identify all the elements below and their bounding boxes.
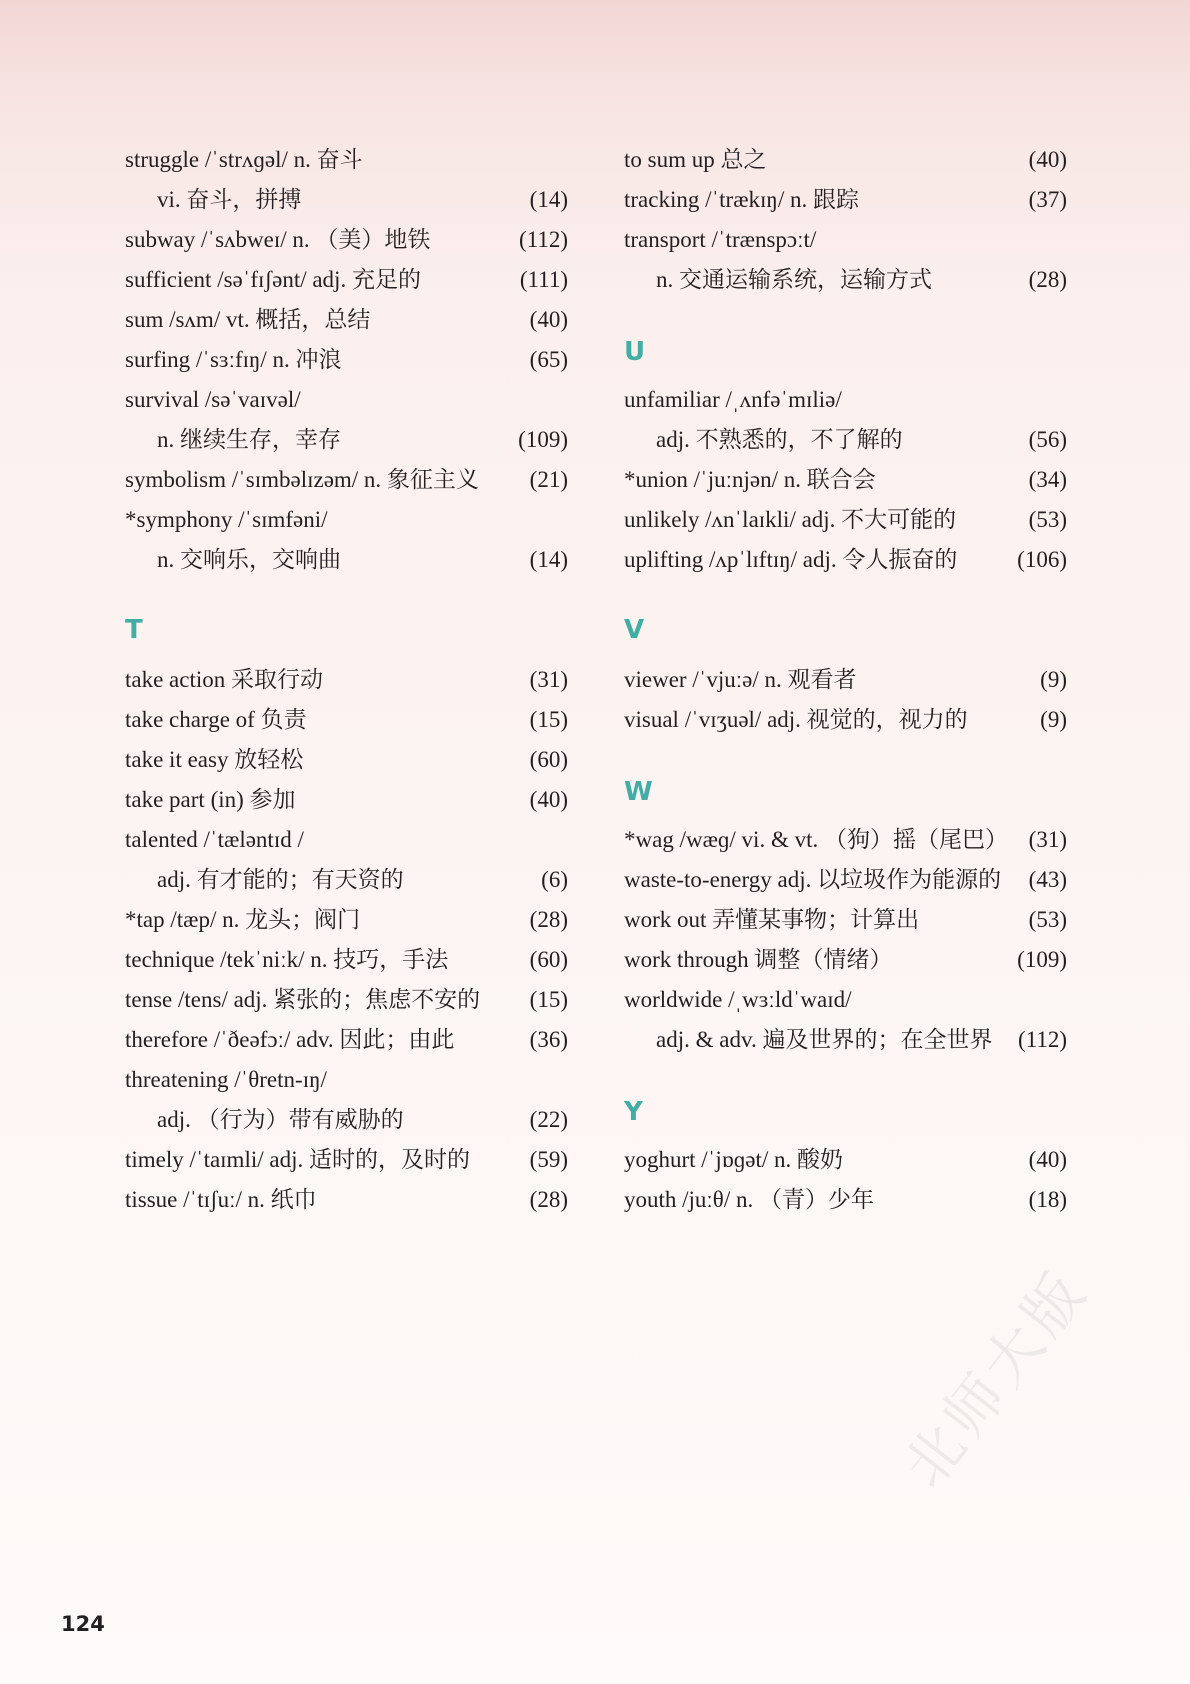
entry-text: timely /ˈtaɪmli/ adj. 适时的，及时的 (125, 1147, 470, 1172)
entry-text: sufficient /səˈfɪʃənt/ adj. 充足的 (125, 267, 421, 292)
glossary-entry (125, 420, 568, 460)
glossary-entry (125, 140, 568, 180)
glossary-entry (125, 180, 568, 220)
entry-text: adj. & adv. 遍及世界的；在全世界 (656, 1027, 993, 1052)
entry-text: n. 交响乐，交响曲 (157, 547, 341, 572)
entry-page: (31) (1028, 827, 1067, 852)
entry-page: (53) (1028, 907, 1067, 932)
entry-text: visual /ˈvɪʒuəl/ adj. 视觉的，视力的 (624, 707, 968, 732)
entry-page: (31) (529, 667, 568, 692)
entry-text: struggle /ˈstrʌɡəl/ n. 奋斗 (125, 147, 363, 172)
entry-text: transport /ˈtrænspɔːt/ (624, 227, 817, 252)
entry-page: (37) (1028, 187, 1067, 212)
section-heading-y: Y (624, 1097, 643, 1127)
glossary-entry (624, 260, 1067, 300)
entry-page: (28) (529, 907, 568, 932)
glossary-entry (624, 1140, 1067, 1180)
glossary-entry (624, 220, 1067, 260)
glossary-entry (125, 980, 568, 1020)
entry-page: (15) (529, 707, 568, 732)
entry-text: viewer /ˈvjuːə/ n. 观看者 (624, 667, 857, 692)
entry-page: (36) (529, 1027, 568, 1052)
entry-text: n. 交通运输系统，运输方式 (656, 267, 932, 292)
entry-text: adj. 有才能的；有天资的 (157, 867, 404, 892)
glossary-entry (125, 1180, 568, 1220)
entry-text: sum /sʌm/ vt. 概括，总结 (125, 307, 371, 332)
entry-page: (21) (529, 467, 568, 492)
glossary-entry (624, 1020, 1067, 1060)
entry-page: (40) (1028, 1147, 1067, 1172)
entry-page: (15) (529, 987, 568, 1012)
entry-text: symbolism /ˈsɪmbəlɪzəm/ n. 象征主义 (125, 467, 479, 492)
glossary-entry (624, 860, 1067, 900)
entry-page: (22) (529, 1107, 568, 1132)
glossary-entry (125, 1020, 568, 1060)
glossary-entry (624, 820, 1067, 860)
glossary-entry (125, 900, 568, 940)
entry-text: tracking /ˈtrækɪŋ/ n. 跟踪 (624, 187, 859, 212)
entry-page: (14) (529, 187, 568, 212)
glossary-entry (125, 460, 568, 500)
entry-text: adj. 不熟悉的，不了解的 (656, 427, 903, 452)
entry-page: (40) (529, 307, 568, 332)
glossary-entry (125, 540, 568, 580)
glossary-entry (125, 1100, 568, 1140)
entry-text: vi. 奋斗，拼搏 (157, 187, 302, 212)
glossary-entry (624, 900, 1067, 940)
glossary-entry (624, 940, 1067, 980)
glossary-entry (624, 460, 1067, 500)
entry-page: (111) (519, 267, 568, 292)
entry-page: (65) (529, 347, 568, 372)
entry-page: (9) (1040, 707, 1067, 732)
entry-text: n. 继续生存，幸存 (157, 427, 341, 452)
glossary-entry (624, 500, 1067, 540)
watermark: 北师大版 (890, 1256, 1102, 1500)
glossary-entry (125, 860, 568, 900)
glossary-entry (624, 980, 1067, 1020)
entry-text: *wag /wæɡ/ vi. & vt. （狗）摇（尾巴） (624, 827, 1008, 852)
entry-page: (40) (1028, 147, 1067, 172)
glossary-entry (125, 660, 568, 700)
section-heading-w: W (624, 777, 653, 807)
section-heading-t: T (125, 615, 143, 645)
entry-text: youth /juːθ/ n. （青）少年 (624, 1187, 874, 1212)
glossary-entry (125, 380, 568, 420)
entry-text: therefore /ˈðeəfɔː/ adv. 因此；由此 (125, 1027, 455, 1052)
entry-text: *symphony /ˈsɪmfəni/ (125, 507, 328, 532)
glossary-entry (125, 940, 568, 980)
glossary-entry (624, 140, 1067, 180)
glossary-entry (125, 1060, 568, 1100)
entry-text: worldwide /ˌwɜːldˈwaɪd/ (624, 987, 852, 1012)
entry-page: (60) (529, 747, 568, 772)
entry-text: unlikely /ʌnˈlaɪkli/ adj. 不大可能的 (624, 507, 957, 532)
glossary-entry (125, 340, 568, 380)
glossary-entry (125, 500, 568, 540)
entry-page: (40) (529, 787, 568, 812)
entry-text: take charge of 负责 (125, 707, 307, 732)
glossary-entry (624, 1180, 1067, 1220)
entry-text: survival /səˈvaɪvəl/ (125, 387, 301, 412)
entry-page: (18) (1028, 1187, 1067, 1212)
entry-page: (56) (1028, 427, 1067, 452)
entry-text: uplifting /ʌpˈlɪftɪŋ/ adj. 令人振奋的 (624, 547, 958, 572)
entry-page: (112) (1018, 1027, 1067, 1052)
entry-page: (53) (1028, 507, 1067, 532)
section-heading-u: U (624, 337, 646, 367)
entry-text: unfamiliar /ˌʌnfəˈmɪliə/ (624, 387, 842, 412)
glossary-entry (624, 180, 1067, 220)
glossary-entry (125, 1140, 568, 1180)
entry-page: (14) (529, 547, 568, 572)
entry-text: subway /ˈsʌbweɪ/ n. （美）地铁 (125, 227, 431, 252)
entry-text: tense /tens/ adj. 紧张的；焦虑不安的 (125, 987, 481, 1012)
glossary-entry (125, 260, 568, 300)
glossary-entry (125, 740, 568, 780)
entry-text: take it easy 放轻松 (125, 747, 304, 772)
entry-page: (6) (541, 867, 568, 892)
page-number: 124 (61, 1612, 105, 1636)
entry-page: (9) (1040, 667, 1067, 692)
glossary-entry (624, 700, 1067, 740)
glossary-entry (125, 220, 568, 260)
entry-text: waste-to-energy adj. 以垃圾作为能源的 (624, 867, 1002, 892)
entry-page: (43) (1028, 867, 1067, 892)
glossary-entry (624, 420, 1067, 460)
entry-text: *tap /tæp/ n. 龙头；阀门 (125, 907, 361, 932)
entry-page: (28) (529, 1187, 568, 1212)
entry-text: technique /tekˈniːk/ n. 技巧，手法 (125, 947, 449, 972)
entry-text: take action 采取行动 (125, 667, 324, 692)
entry-page: (34) (1028, 467, 1067, 492)
entry-page: (109) (518, 427, 568, 452)
entry-text: talented /ˈtæləntɪd / (125, 827, 304, 852)
glossary-entry (125, 820, 568, 860)
entry-text: to sum up 总之 (624, 147, 767, 172)
entry-text: *union /ˈjuːnjən/ n. 联合会 (624, 467, 876, 492)
entry-text: threatening /ˈθretn-ɪŋ/ (125, 1067, 327, 1092)
glossary-entry (624, 380, 1067, 420)
entry-text: surfing /ˈsɜːfɪŋ/ n. 冲浪 (125, 347, 342, 372)
entry-text: adj. （行为）带有威胁的 (157, 1107, 404, 1132)
glossary-entry (125, 300, 568, 340)
glossary-entry (125, 700, 568, 740)
entry-page: (28) (1028, 267, 1067, 292)
glossary-entry (125, 780, 568, 820)
entry-text: tissue /ˈtɪʃuː/ n. 纸巾 (125, 1187, 317, 1212)
entry-page: (106) (1017, 547, 1067, 572)
entry-page: (60) (529, 947, 568, 972)
glossary-entry (624, 660, 1067, 700)
entry-page: (112) (519, 227, 568, 252)
glossary-entry (624, 540, 1067, 580)
entry-text: work out 弄懂某事物；计算出 (624, 907, 920, 932)
entry-page: (109) (1017, 947, 1067, 972)
entry-text: take part (in) 参加 (125, 787, 296, 812)
section-heading-v: V (624, 615, 645, 645)
entry-text: work through 调整（情绪） (624, 947, 893, 972)
entry-page: (59) (529, 1147, 568, 1172)
entry-text: yoghurt /ˈjɒɡət/ n. 酸奶 (624, 1147, 844, 1172)
